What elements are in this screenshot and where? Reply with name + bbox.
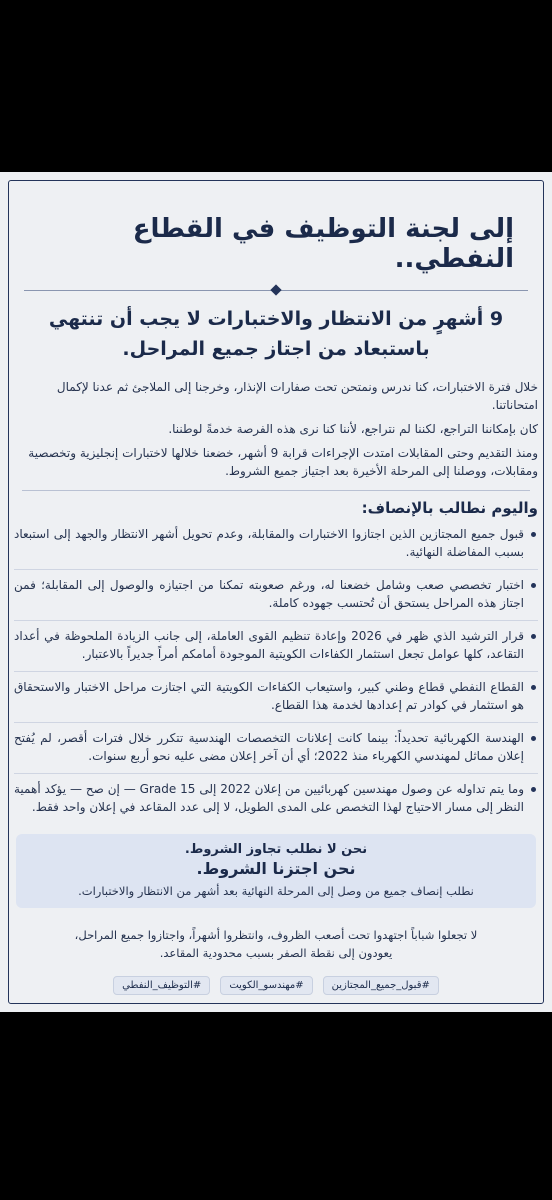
callout-line-1: نحن لا نطلب تجاوز الشروط.	[184, 842, 368, 857]
demand-item: الهندسة الكهربائية تحديداً: بينما كانت إعلانات التخصصات الهندسية تتكرر خلال فترات أقصر، لم يُفتح إعلان مماثل لمهندسي الكهرباء منذ 2022؛ أي أن آخر إعلان مضى عليه نحو أربع سنوات.	[14, 729, 538, 774]
callout-box	[16, 834, 536, 908]
letter-sheet	[0, 172, 552, 1012]
intro-paragraph-2: كان بإمكاننا التراجع، لكننا لم نتراجع، لأننا كنا نرى هذه الفرصة خدمةً لوطننا.	[168, 422, 538, 436]
bullet-icon	[531, 634, 536, 639]
bullet-icon	[531, 583, 536, 588]
closing-line-1: لا تجعلوا شباباً اجتهدوا تحت أصعب الظروف، وانتظروا أشهراً، واجتازوا جميع المراحل،	[74, 928, 478, 942]
bullet-icon	[531, 787, 536, 792]
hashtag[interactable]: #مهندسو_الكويت	[220, 976, 312, 995]
hashtag[interactable]: #قبول_جميع_المجتازين	[323, 976, 439, 995]
closing-statement	[14, 926, 538, 962]
intro-paragraph-3: ومنذ التقديم وحتى المقابلات امتدت الإجراءات قرابة 9 أشهر، خضعنا خلالها لاختبارات إنجليزية وتخصصية ومقابلات، ووصلنا إلى المرحلة الأخيرة بعد اجتياز جميع الشروط.	[28, 446, 538, 478]
demands-title: واليوم نطالب بالإنصاف:	[361, 499, 538, 517]
bullet-icon	[531, 532, 536, 537]
demands-list	[14, 525, 538, 824]
intro-paragraph-1: خلال فترة الاختبارات، كنا ندرس ونمتحن تحت صفارات الإنذار، وخرجنا إلى الملاجئ ثم عدنا لإكمال امتحاناتنا.	[56, 380, 538, 412]
hashtag-row	[14, 976, 538, 995]
callout-line-3: نطلب إنصاف جميع من وصل إلى المرحلة النهائية بعد أشهر من الانتظار والاختبارات.	[78, 884, 474, 898]
bullet-icon	[531, 685, 536, 690]
closing-line-2: يعودون إلى نقطة الصفر بسبب محدودية المقاعد.	[159, 946, 393, 960]
bullet-icon	[531, 736, 536, 741]
demand-item: اختبار تخصصي صعب وشامل خضعنا له، ورغم صعوبته تمكنا من اجتيازه والوصول إلى المقابلة؛ فمن اجتاز هذه المراحل يستحق أن تُحتسب جهوده كاملة.	[14, 576, 538, 621]
subheading-line-1: 9 أشهرٍ من الانتظار والاختبارات لا يجب أن تنتهي	[48, 308, 504, 330]
subheading-line-2: باستبعاد من اجتاز جميع المراحل.	[122, 338, 430, 360]
title-divider	[24, 284, 528, 296]
hashtag[interactable]: #التوظيف_النفطي	[113, 976, 210, 995]
demand-item: القطاع النفطي قطاع وطني كبير، واستيعاب الكفاءات الكويتية التي اجتازت مراحل الاختبار والاستحقاق هو استثمار في كوادر تم إعدادها لخدمة هذا القطاع.	[14, 678, 538, 723]
demand-item: قبول جميع المجتازين الذين اجتازوا الاختبارات والمقابلة، وعدم تحويل أشهر الانتظار والجهد إلى استبعاد بسبب المفاضلة النهائية.	[14, 525, 538, 570]
callout-line-2: نحن اجتزنا الشروط.	[196, 859, 356, 878]
letter-title: إلى لجنة التوظيف في القطاع النفطي..	[132, 214, 514, 274]
subheading	[14, 304, 538, 364]
section-divider	[22, 490, 530, 491]
demand-item: وما يتم تداوله عن وصول مهندسين كهربائيين من إعلان 2022 إلى Grade 15 — إن صح — يؤكد أهمية النظر إلى مسار الاحتياج لهذا التخصص على المدى الطويل، لا إلى عدد المقاعد في إعلان واحد فقط.	[14, 780, 538, 824]
demand-item: قرار الترشيد الذي ظهر في 2026 وإعادة تنظيم القوى العاملة، إلى جانب الزيادة الملحوظة في أعداد التقاعد، كلها عوامل تجعل استثمار الكفاءات الكويتية الموجودة أمامكم أمراً جديراً بالاعتبار.	[14, 627, 538, 672]
letter-content	[14, 172, 538, 1012]
diamond-icon	[270, 284, 281, 295]
